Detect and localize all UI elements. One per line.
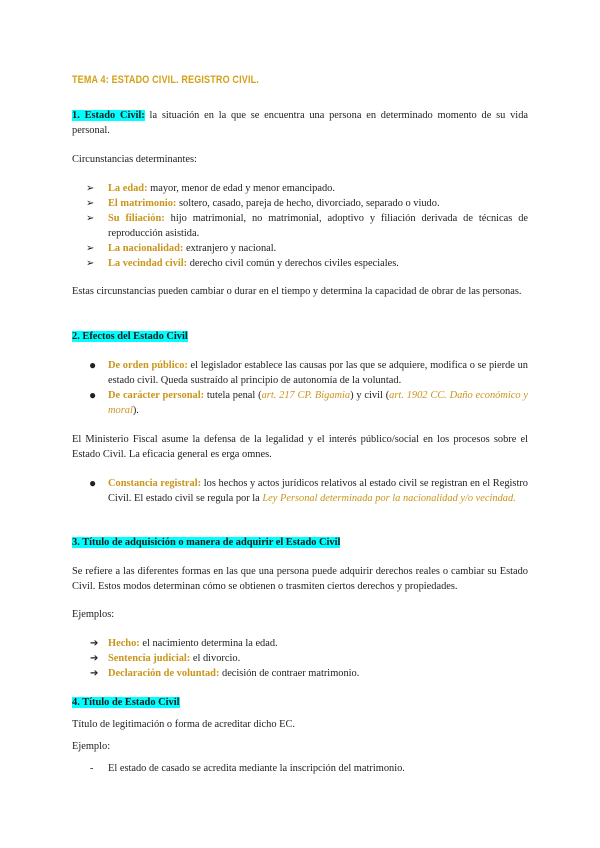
item-term: De orden público: [108, 360, 188, 371]
item-term: La nacionalidad: [108, 243, 184, 254]
list-item [72, 476, 528, 506]
example-label: Ejemplo: [72, 741, 111, 752]
arrow-bullet-icon: ➔ [90, 638, 99, 649]
list-item [72, 761, 528, 776]
dash-bullet-icon: - [90, 763, 94, 774]
item-text: el legislador establece las causas por las que se adquiere, modifica o se pierde un estado civil. Queda sustraído al principio de autonomía de la voluntad. [108, 360, 528, 386]
item-text: el nacimiento determina la edad. [139, 638, 278, 649]
item-term: El matrimonio: [108, 198, 177, 209]
document-title: TEMA 4: ESTADO CIVIL. REGISTRO CIVIL. [72, 74, 259, 86]
arrow-bullet-icon: ➔ [90, 653, 99, 664]
legal-reference: Ley Personal determinada por la nacionalidad y/o vecindad. [262, 493, 516, 504]
section-4-heading: 4. Título de Estado Civil [72, 697, 180, 708]
item-term: Declaración de voluntad: [108, 668, 220, 679]
section-2-heading-row [72, 329, 528, 344]
section-1-text: la situación en la que se encuentra una persona en determinado momento de su vida personal. [72, 110, 529, 136]
item-term: De carácter personal: [108, 390, 205, 401]
item-text: los hechos y actos jurídicos relativos al estado civil se registran en el Registro Civil. El estado civil se regula por la [108, 478, 528, 504]
item-text: el divorcio. [190, 653, 241, 664]
section-3-text: Se refiere a las diferentes formas en las que una persona puede adquirir derechos reales o cambiar su Estado Civil. Estos modos determinan cómo se obtienen o trasmiten ciertos derechos y propiedades. [72, 566, 528, 592]
list-item [72, 358, 528, 388]
item-term: Sentencia judicial: [108, 653, 191, 664]
section-3-heading-row [72, 535, 528, 550]
item-text: derecho civil común y derechos civiles especiales. [187, 258, 399, 269]
list-item [72, 196, 528, 211]
item-text: ) y civil ( [350, 390, 390, 401]
arrowhead-bullet-icon: ➢ [86, 213, 95, 224]
item-text: ). [132, 405, 139, 416]
circumstances-list [72, 181, 528, 271]
dot-bullet-icon: ● [89, 476, 97, 490]
arrow-bullet-icon: ➔ [90, 668, 99, 679]
item-text: decisión de contraer matrimonio. [219, 668, 360, 679]
list-item [72, 636, 528, 651]
section-1-heading: 1. Estado Civil: [72, 110, 145, 121]
item-term: Su filiación: [108, 213, 165, 224]
dot-bullet-icon: ● [89, 388, 97, 402]
list-item [72, 666, 528, 681]
section-1-intro [72, 108, 528, 138]
item-text: mayor, menor de edad y menor emancipado. [147, 183, 335, 194]
arrowhead-bullet-icon: ➢ [86, 243, 95, 254]
item-term: Constancia registral: [108, 478, 202, 489]
legal-reference: art. 217 CP. Bigamia [261, 390, 351, 401]
item-text: soltero, casado, pareja de hecho, divorciado, separado o viudo. [176, 198, 440, 209]
list-item [72, 651, 528, 666]
arrowhead-bullet-icon: ➢ [86, 183, 95, 194]
section-3-heading: 3. Título de adquisición o manera de adquirir el Estado Civil [72, 537, 341, 548]
list-item [72, 241, 528, 256]
section-4-text: Título de legitimación o forma de acreditar dicho EC. [72, 719, 296, 730]
dot-bullet-icon: ● [89, 358, 97, 372]
list-item [72, 256, 528, 271]
list-item [72, 181, 528, 196]
circumstances-label: Circunstancias determinantes: [72, 154, 197, 165]
item-term: Hecho: [108, 638, 140, 649]
section-4-list [72, 761, 528, 776]
item-text: extranjero y nacional. [183, 243, 277, 254]
section-2-paragraph: El Ministerio Fiscal asume la defensa de la legalidad y el interés público/social en los procesos sobre el Estado Civil. La eficacia general es erga omnes. [72, 434, 528, 460]
section-2-heading: 2. Efectos del Estado Civil [72, 331, 188, 342]
item-text: El estado de casado se acredita mediante la inscripción del matrimonio. [108, 763, 405, 774]
arrowhead-bullet-icon: ➢ [86, 258, 95, 269]
section-1-closing: Estas circunstancias pueden cambiar o durar en el tiempo y determina la capacidad de obrar de las personas. [72, 286, 522, 297]
legal-reference: art. 1902 CC. Daño económico y moral [108, 390, 528, 416]
examples-label: Ejemplos: [72, 609, 115, 620]
item-term: La edad: [108, 183, 148, 194]
list-item [72, 211, 528, 241]
effects-list [72, 358, 528, 418]
section-4-heading-row [72, 695, 528, 710]
item-text: tutela penal ( [204, 390, 262, 401]
item-text: hijo matrimonial, no matrimonial, adoptivo y filiación derivada de técnicas de reproducción asistida. [108, 213, 529, 239]
examples-list [72, 636, 528, 681]
registry-list [72, 476, 528, 506]
arrowhead-bullet-icon: ➢ [86, 198, 95, 209]
item-term: La vecindad civil: [108, 258, 188, 269]
list-item [72, 388, 528, 418]
